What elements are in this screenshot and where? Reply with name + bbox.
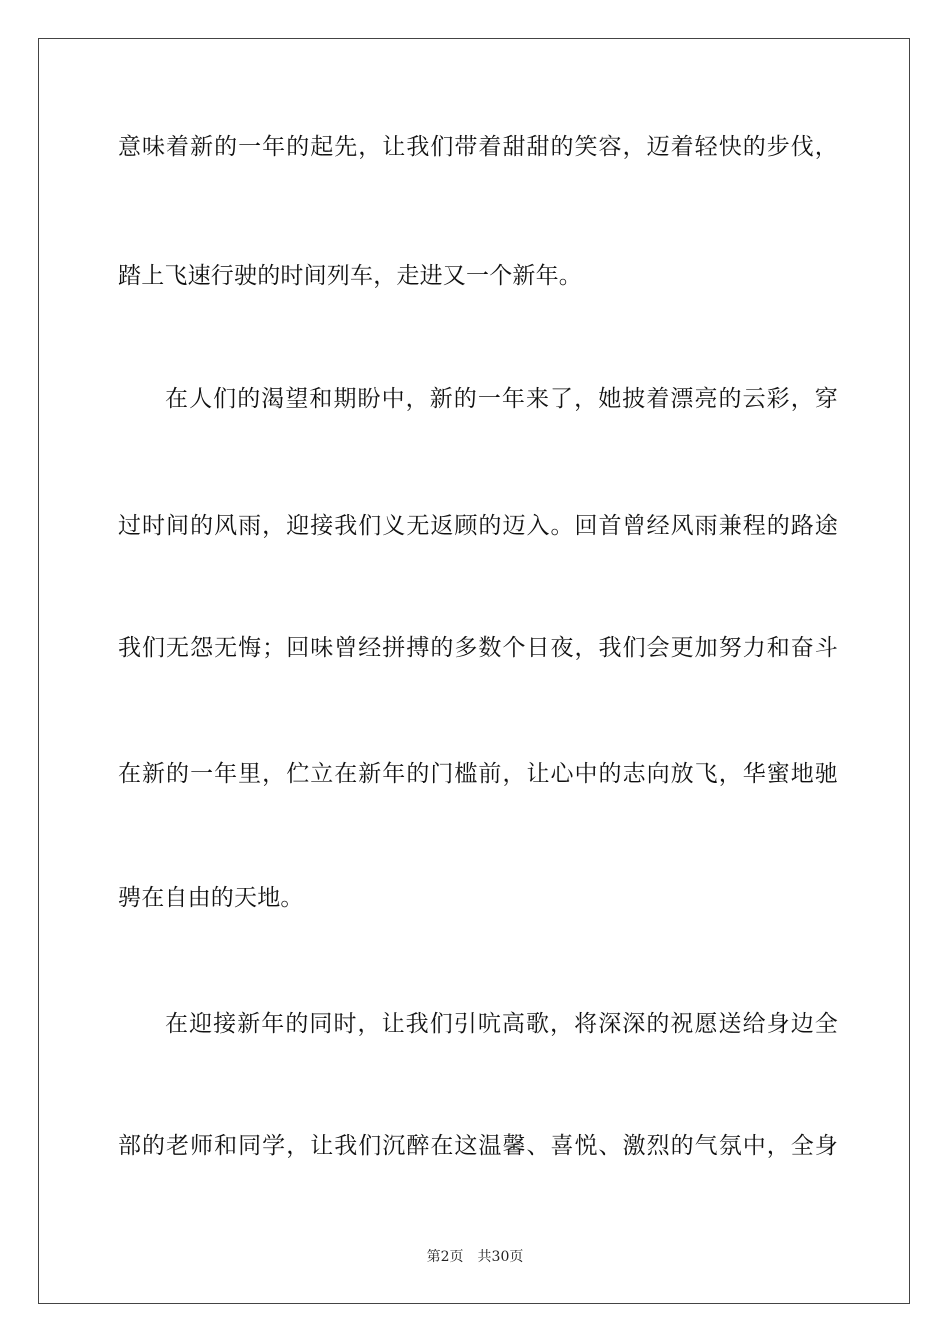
paragraph-line: 意味着新的一年的起先，让我们带着甜甜的笑容，迈着轻快的步伐，	[118, 134, 838, 160]
page-total: 共30页	[477, 1249, 524, 1265]
page-footer	[0, 1246, 950, 1266]
page-border	[38, 38, 910, 1304]
paragraph-line: 骋在自由的天地。	[118, 885, 304, 911]
paragraph-line: 在人们的渴望和期盼中，新的一年来了，她披着漂亮的云彩，穿	[165, 386, 838, 412]
paragraph-line: 过时间的风雨，迎接我们义无返顾的迈入。回首曾经风雨兼程的路途	[118, 513, 838, 539]
paragraph-line: 我们无怨无悔；回味曾经拼搏的多数个日夜，我们会更加努力和奋斗	[118, 635, 838, 661]
paragraph-line: 在新的一年里，伫立在新年的门槛前，让心中的志向放飞，华蜜地驰	[118, 761, 838, 787]
page-number: 第2页	[426, 1249, 464, 1265]
paragraph-line: 在迎接新年的同时，让我们引吭高歌，将深深的祝愿送给身边全	[165, 1011, 838, 1037]
paragraph-line: 踏上飞速行驶的时间列车，走进又一个新年。	[118, 263, 582, 289]
paragraph-line: 部的老师和同学，让我们沉醉在这温馨、喜悦、激烈的气氛中，全身	[118, 1133, 838, 1159]
